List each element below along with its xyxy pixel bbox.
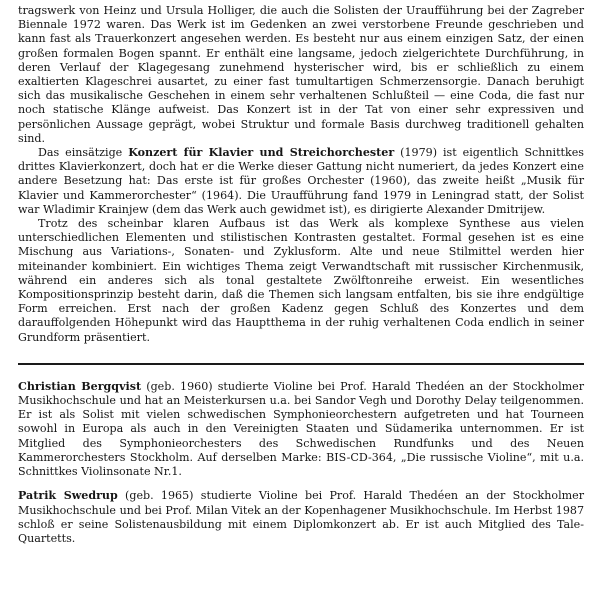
document-page: [18, 4, 584, 556]
paragraph-text: (1979) ist eigentlich Schnittkes drittes Klavierkonzert, doch hat er die Werke dieser Gattung nicht numeriert, da jedes Konzert eine andere Besetzung hat: Das erste ist für großes Orchester (1960), das zweite heißt „Musik für Klavier und Kammerorchester“ (1964). Die Uraufführung fand 1979 in Leningrad statt, der Solist war Wladimir Krainjew (dem das Werk auch gewidmet ist), es dirigierte Alexander Dmitrijew.: [18, 146, 584, 216]
section-divider: [18, 363, 584, 365]
work-paragraph: [18, 146, 584, 217]
artist-biographies: [18, 380, 584, 546]
work-paragraph: [18, 217, 584, 345]
artist-name: Patrik Swedrup: [18, 489, 118, 503]
artist-bio: [18, 380, 584, 479]
paragraph-text: tragswerk von Heinz und Ursula Holliger, die auch die Solisten der Uraufführung bei der Zagreber Biennale 1972 waren. Das Werk ist im Gedenken an zwei verstorbene Freunde geschrieben und kann fast als Trauerkonzert angesehen werden. Es besteht nur aus einem einzigen Satz, der einen großen formalen Bogen spannt. Er enthält eine langsame, jedoch zielgerichtete Durchführung, in deren Verlauf der Klagegesang zunehmend hysterischer wird, bis er schließlich zu einem exaltierten Klageschrei ausartet, zu einer fast tumultartigen Schmerzensorgie. Danach beruhigt sich das musikalische Geschehen in einem sehr verhaltenen Schlußteil — eine Coda, die fast nur noch statische Klänge aufweist. Das Konzert ist in der Tat von einer sehr expressiven und persönlichen Aussage geprägt, wobei Struktur und formale Basis durchweg traditionell gehalten sind.: [18, 4, 584, 145]
bio-text: (geb. 1965) studierte Violine bei Prof. Harald Thedéen an der Stockholmer Musikhochschule und bei Prof. Milan Vitek an der Kopenhagener Musikhochschule. Im Herbst 1987 schloß er seine Solistenausbildung mit einem Diplomkonzert ab. Er ist auch Mitglied des Tale-Quartetts.: [18, 489, 585, 545]
artist-bio: [18, 489, 584, 546]
work-title: Konzert für Klavier und Streichorchester: [128, 146, 395, 160]
paragraph-text: Trotz des scheinbar klaren Aufbaus ist das Werk als komplexe Synthese aus vielen unterschiedlichen Elementen und stilistischen Kontrasten gestaltet. Formal gesehen ist es eine Mischung aus Variations-, Sonaten- und Zyklusform. Alte und neue Stilmittel werden hier miteinander kombiniert. Ein wichtiges Thema zeigt Verwandtschaft mit russischer Kirchenmusik, während ein anderes sich als tonal gestaltete Zwölftonreihe erweist. Ein wesentliches Kompositionsprinzip besteht darin, daß die Themen sich langsam entfalten, bis sie ihre endgültige Form erreichen. Erst nach der großen Kadenz gegen Schluß des Konzertes und dem darauffolgenden Höhepunkt wird das Hauptthema in der ruhig verhaltenen Coda endlich in seiner Grundform präsentiert.: [18, 217, 584, 344]
artist-name: Christian Bergqvist: [18, 379, 142, 393]
work-paragraph: [18, 4, 584, 146]
work-description: [18, 4, 584, 345]
bio-text: (geb. 1960) studierte Violine bei Prof. Harald Thedéen an der Stockholmer Musikhochschule und hat an Meisterkursen u.a. bei Sandor Vegh und Dorothy Delay teilgenommen. Er ist als Solist mit vielen schwedischen Symphonieorchestern aufgetreten und hat Tourneen sowohl in Europa als auch in den Vereinigten Staaten und Südamerika unternommen. Er ist Mitglied des Symphonieorchesters des Schwedischen Rundfunks und des Neuen Kammerorchesters Stockholm. Auf derselben Marke: BIS-CD-364, „Die russische Violine“, mit u.a. Schnittkes Violinsonate Nr.1.: [18, 379, 585, 479]
paragraph-text: Das einsätzige: [38, 146, 129, 160]
